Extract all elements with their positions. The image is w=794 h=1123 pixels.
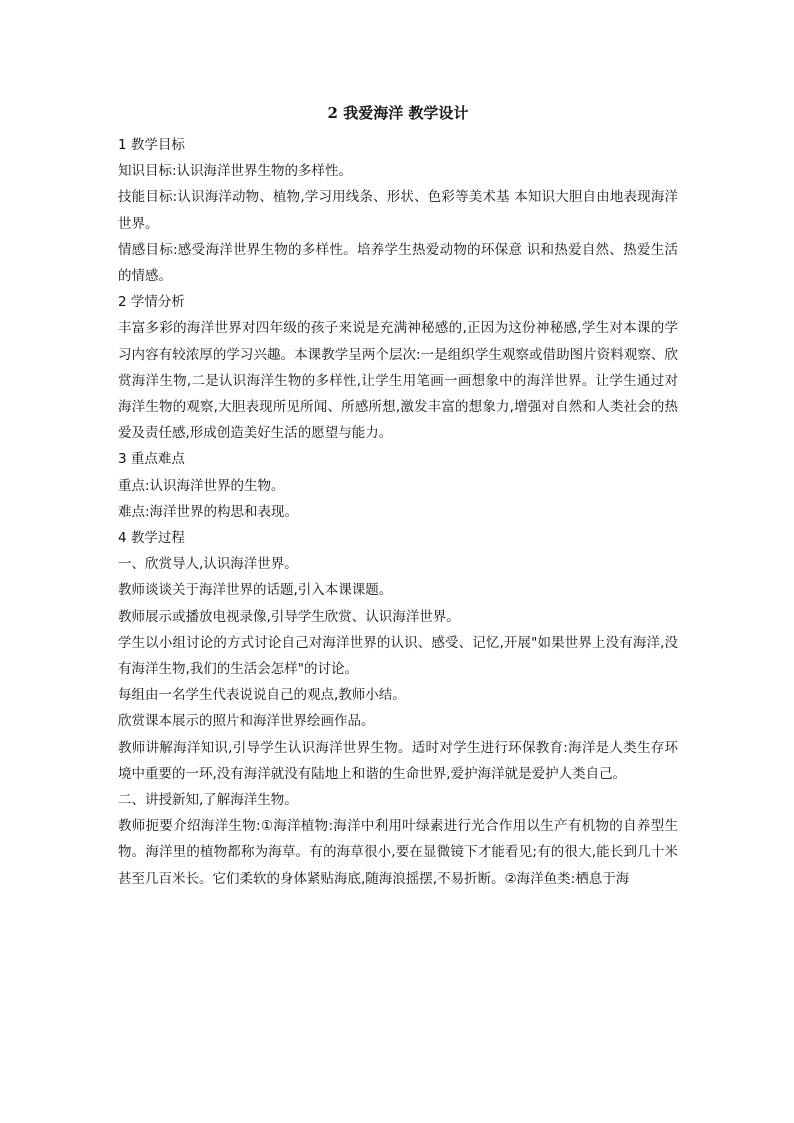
paragraph-marine-life: 教师扼要介绍海洋生物:①海洋植物:海洋中利用叶绿素进行光合作用以生产有机物的自养型生物。海洋里的植物都称为海草。有的海草很小,要在显微镜下才能看见;有的很大,能长到几十米甚至几百米长。它们柔软的身体紧贴海底,随海浪摇摆,不易折断。②海洋鱼类:栖息于海 (118, 818, 678, 887)
paragraph-key-point: 重点:认识海洋世界的生物。 (118, 477, 285, 494)
paragraph-group-summary: 每组由一名学生代表说说自己的观点,教师小结。 (118, 687, 406, 704)
paragraph-ocean-knowledge: 教师讲解海洋知识,引导学生认识海洋世界生物。适时对学生进行环保教育:海洋是人类生存环境中重要的一环,没有海洋就没有陆地上和谐的生命世界,爱护海洋就是爱护人类自己。 (118, 739, 678, 782)
document-title: 2 我爱海洋 教学设计 (327, 104, 469, 122)
paragraph-emotion-goal: 情感目标:感受海洋世界生物的多样性。培养学生热爱动物的环保意 识和热爱自然、热爱生活的情感。 (118, 241, 678, 285)
section-heading-objectives: 1 教学目标 (118, 137, 185, 153)
paragraph-skill-goal: 技能目标:认识海洋动物、植物,学习用线条、形状、色彩等美术基 本知识大胆自由地表现海洋世界。 (118, 189, 678, 232)
paragraph-knowledge-goal: 知识目标:认识海洋世界生物的多样性。 (118, 163, 353, 180)
paragraph-appreciate: 欣赏课本展示的照片和海洋世界绘画作品。 (118, 713, 375, 730)
paragraph-teacher-talk: 教师谈谈关于海洋世界的话题,引入本课课题。 (118, 582, 393, 599)
paragraph-group-discussion: 学生以小组讨论的方式讨论自己对海洋世界的认识、感受、记忆,开展"如果世界上没有海洋,没有海洋生物,我们的生活会怎样"的讨论。 (118, 634, 678, 678)
section-heading-analysis: 2 学情分析 (118, 294, 185, 311)
paragraph-analysis: 丰富多彩的海洋世界对四年级的孩子来说是充满神秘感的,正因为这份神秘感,学生对本课的学习内容有较浓厚的学习兴趣。本课教学呈两个层次:一是组织学生观察或借助图片资料观察、欣赏海洋生物,二是认识海洋生物的多样性,让学生用笔画一画想象中的海洋世界。让学生通过对海洋生物的观察,大胆表现所见所闻、所感所想,激发丰富的想象力,增强对自然和人类社会的热爱及责任感,形成创造美好生活的愿望与能力。 (118, 320, 678, 442)
section-heading-key-points: 3 重点难点 (118, 451, 185, 468)
paragraph-step-two: 二、讲授新知,了解海洋生物。 (118, 792, 298, 809)
document-page (118, 100, 678, 892)
paragraph-difficulty: 难点:海洋世界的构思和表现。 (118, 503, 299, 520)
section-heading-process: 4 教学过程 (118, 530, 185, 547)
paragraph-step-one: 一、欣赏导人,认识海洋世界。 (118, 556, 298, 573)
paragraph-teacher-show: 教师展示或播放电视录像,引导学生欣赏、认识海洋世界。 (118, 608, 460, 625)
